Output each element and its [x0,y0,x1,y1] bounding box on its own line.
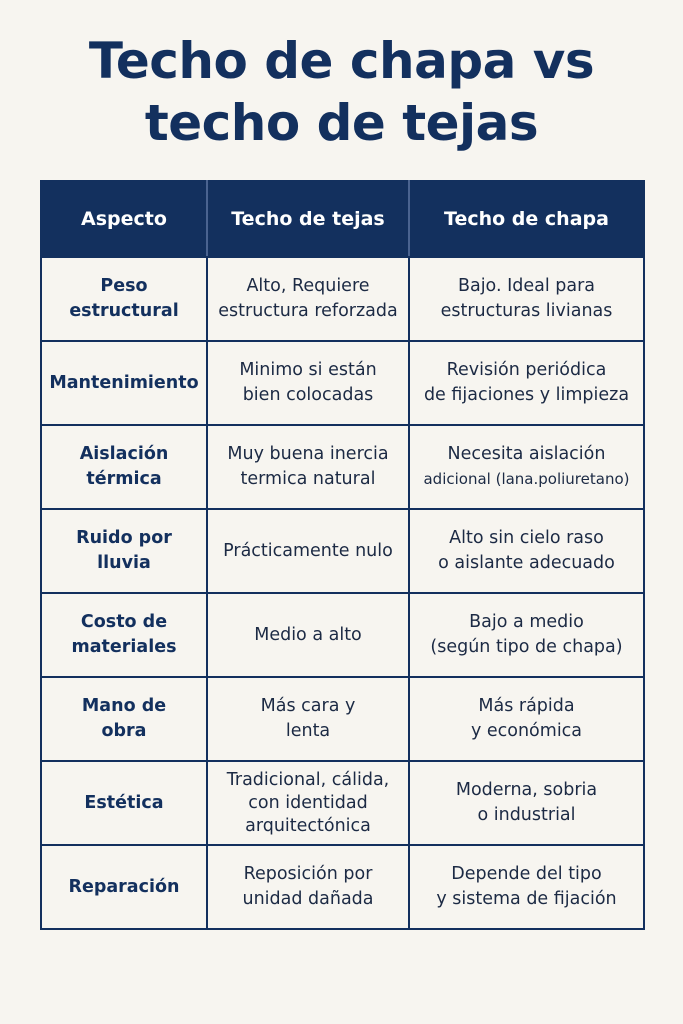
chapa-cell [409,425,644,509]
cell-line: termica natural [240,469,376,489]
comparison-table [40,180,645,930]
cell-line: (según tipo de chapa) [430,637,623,657]
cell-line: arquitectónica [245,815,371,836]
table-row [41,341,644,425]
cell-line: y económica [470,721,583,741]
tejas-cell [207,845,409,929]
header-techo-chapa: Techo de chapa [409,181,644,257]
aspect-cell [41,425,207,509]
cell-line: Reposición por [243,864,373,884]
cell-line: o industrial [477,805,576,825]
cell-line: de fijaciones y limpieza [423,385,630,405]
cell-line: Costo de [80,612,168,632]
cell-line: unidad dañada [242,889,374,909]
aspect-cell [41,761,207,845]
cell-line: estructura reforzada [218,301,398,321]
chapa-cell [409,257,644,341]
aspect-cell [41,509,207,593]
tejas-cell [207,677,409,761]
cell-line: Estética [84,792,164,813]
title-line-1: Techo de chapa vs [88,32,595,90]
cell-line: estructural [69,301,179,321]
cell-line: y sistema de fijación [436,889,617,909]
cell-line: Mano de [81,696,167,716]
cell-line: estructuras livianas [440,301,613,321]
chapa-cell [409,593,644,677]
cell-line: Más rápida [478,696,575,716]
chapa-cell [409,761,644,845]
table-row [41,677,644,761]
cell-line: Muy buena inercia [227,444,389,464]
aspect-cell [41,593,207,677]
cell-line: Bajo. Ideal para [457,276,596,296]
cell-line: Necesita aislación [447,444,606,464]
page-title [0,30,683,154]
cell-line: Mantenimiento [49,372,199,393]
table-row [41,761,644,845]
cell-line: Minimo si están [239,360,377,380]
table-row [41,593,644,677]
aspect-cell [41,845,207,929]
cell-line: Medio a alto [254,624,362,645]
cell-line: con identidad [248,792,368,813]
cell-line: lluvia [97,553,151,573]
cell-line: adicional (lana.poliuretano) [423,470,630,488]
chapa-cell [409,341,644,425]
table-row [41,509,644,593]
aspect-cell [41,341,207,425]
cell-line: obra [101,721,147,741]
cell-line: Bajo a medio [469,612,584,632]
cell-line: Más cara y [260,696,356,716]
cell-line: materiales [71,637,177,657]
cell-line: Alto, Requiere [246,276,370,296]
cell-line: Moderna, sobria [455,780,598,800]
chapa-cell [409,845,644,929]
aspect-cell [41,677,207,761]
cell-line: Ruido por [76,528,172,548]
tejas-cell [207,593,409,677]
title-line-2: techo de tejas [144,94,539,152]
header-techo-tejas: Techo de tejas [207,181,409,257]
cell-line: lenta [285,721,331,741]
cell-line: Revisión periódica [446,360,607,380]
chapa-cell [409,677,644,761]
chapa-cell [409,509,644,593]
cell-line: térmica [86,469,162,489]
aspect-cell [41,257,207,341]
cell-line: Tradicional, cálida, [226,769,390,790]
table-header-row [41,181,644,257]
cell-line: Alto sin cielo raso [449,528,604,548]
cell-line: Peso [100,276,148,296]
table-row [41,845,644,929]
header-aspecto: Aspecto [41,181,207,257]
cell-line: Reparación [68,876,180,897]
table-row [41,257,644,341]
cell-line: Aislación [79,444,169,464]
cell-line: bien colocadas [242,385,374,405]
cell-line: Prácticamente nulo [223,540,393,561]
tejas-cell [207,509,409,593]
tejas-cell [207,761,409,845]
cell-line: Depende del tipo [451,864,602,884]
tejas-cell [207,425,409,509]
table-row [41,425,644,509]
tejas-cell [207,341,409,425]
tejas-cell [207,257,409,341]
cell-line: o aislante adecuado [438,553,615,573]
